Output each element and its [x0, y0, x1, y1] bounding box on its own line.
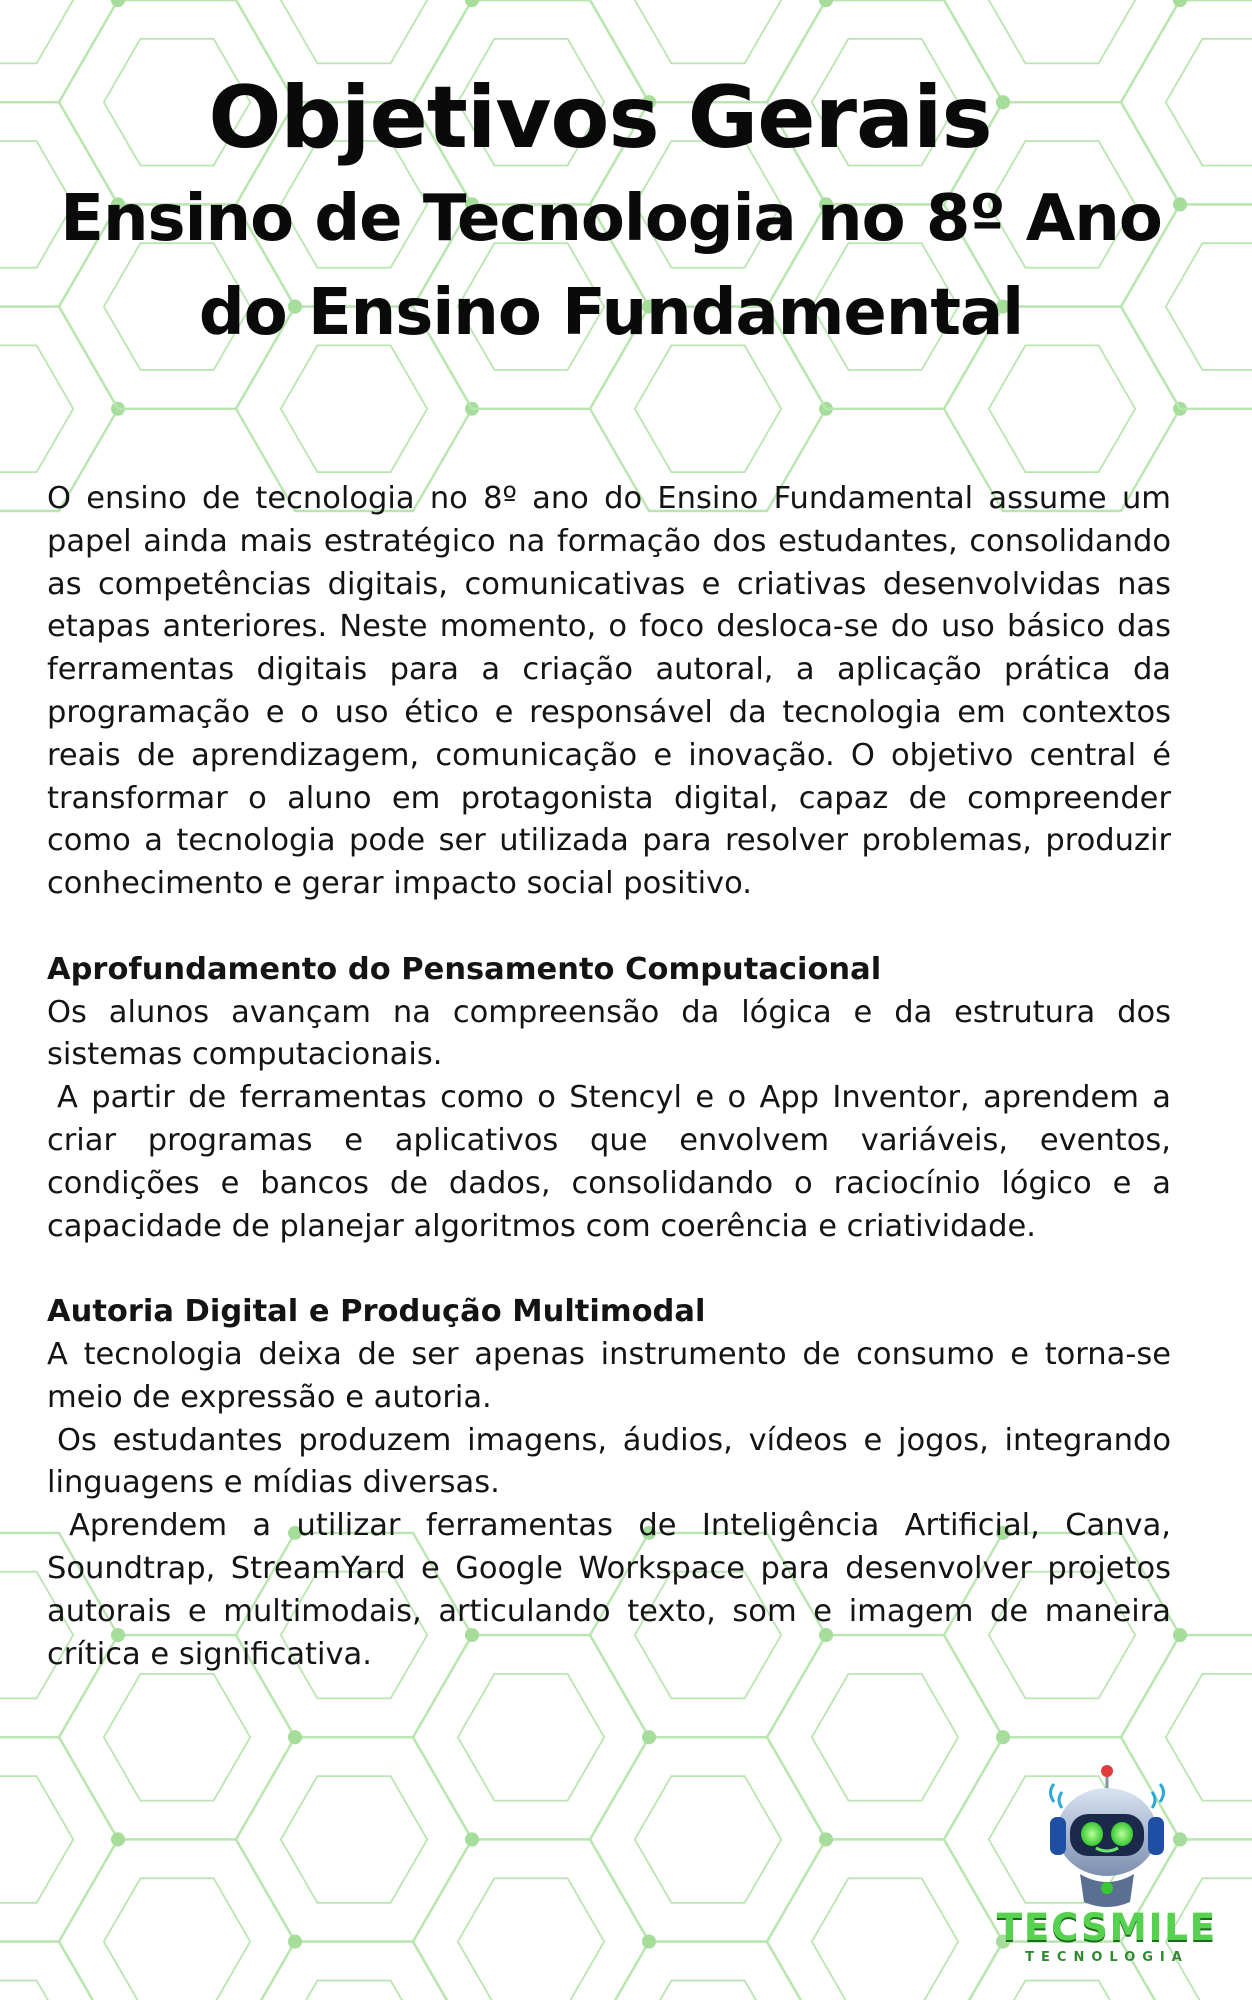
- network-node: [111, 1832, 125, 1846]
- hexagon-outline: [281, 1981, 427, 2000]
- page-subtitle-line-2: do Ensino Fundamental: [198, 276, 1024, 350]
- network-node: [819, 0, 833, 7]
- page-title: Objetivos Gerais: [208, 68, 992, 168]
- hexagon-outline: [812, 1674, 958, 1801]
- hexagon-outline: [0, 0, 73, 63]
- network-node: [642, 1935, 656, 1949]
- hexagon-outline: [281, 1776, 427, 1903]
- section-paragraph: Os estudantes produzem imagens, áudios, vídeos e jogos, integrando linguagens e mídias diversas.: [47, 1422, 1171, 1501]
- hexagon-outline: [0, 1942, 118, 2000]
- hexagon-outline: [0, 1981, 73, 2000]
- hexagon-outline: [812, 1878, 958, 2000]
- hexagon-outline: [281, 345, 427, 472]
- network-node: [819, 1832, 833, 1846]
- brand-logo: [992, 1762, 1222, 1967]
- hexagon-outline: [281, 0, 427, 63]
- page-subtitle-line-1: Ensino de Tecnologia no 8º Ano: [60, 182, 1162, 256]
- hexagon-outline: [767, 1839, 1003, 2000]
- hexagon-outline: [59, 1839, 295, 2000]
- network-node: [288, 1730, 302, 1744]
- hexagon-outline: [635, 1776, 781, 1903]
- brand-name: TECSMILE: [996, 1906, 1218, 1949]
- hexagon-outline: [989, 345, 1135, 472]
- hexagon-outline: [413, 1839, 649, 2000]
- hexagon-outline: [0, 1737, 118, 1941]
- network-node: [996, 1730, 1010, 1744]
- network-node: [465, 0, 479, 7]
- robot-mascot-icon: [992, 1762, 1222, 1912]
- hexagon-outline: [104, 1878, 250, 2000]
- hexagon-outline: [989, 1981, 1135, 2000]
- title-block: [0, 58, 1252, 360]
- network-node: [1173, 1628, 1187, 1642]
- section-paragraph: A tecnologia deixa de ser apenas instrumento de consumo e torna-se meio de expressão e autoria.: [47, 1336, 1171, 1415]
- hexagon-outline: [0, 1776, 73, 1903]
- network-node: [642, 1730, 656, 1744]
- hexagon-outline: [989, 0, 1135, 63]
- network-node: [465, 1832, 479, 1846]
- section-paragraph: A partir de ferramentas como o Stencyl e o App Inventor, aprendem a criar programas e aplicativos que envolvem variáveis, eventos, condições e bancos de dados, consolidando o raciocínio lógico e a capacidade de planejar algoritmos com coerência e criatividade.: [47, 1080, 1171, 1244]
- network-node: [111, 0, 125, 7]
- hexagon-outline: [458, 1674, 604, 1801]
- section-heading-digital-authorship: Autoria Digital e Produção Multimodal: [47, 1294, 706, 1330]
- hexagon-outline: [590, 1942, 826, 2000]
- intro-paragraph: O ensino de tecnologia no 8º ano do Ensino Fundamental assume um papel ainda mais estratégico na formação dos estudantes, consolidando as competências digitais, comunicativas e criativas desenvolvidas nas etapas anteriores. Neste momento, o foco desloca-se do uso básico das ferramentas digitais para a criação autoral, a aplicação prática da programação e o uso ético e responsável da tecnologia em contextos reais de aprendizagem, comunicação e inovação. O objetivo central é transformar o aluno em protagonista digital, capaz de compreender como a tecnologia pode ser utilizada para resolver problemas, produzir conhecimento e gerar impacto social positivo.: [47, 481, 1171, 902]
- hexagon-outline: [458, 1878, 604, 2000]
- hexagon-outline: [590, 1737, 826, 1941]
- hexagon-outline: [0, 345, 73, 472]
- network-node: [288, 1935, 302, 1949]
- network-node: [1173, 0, 1187, 7]
- brand-tagline: TECNOLOGIA: [1025, 1950, 1189, 1965]
- document-body: [47, 478, 1171, 1676]
- section-heading-computational-thinking: Aprofundamento do Pensamento Computacional: [47, 951, 882, 987]
- section-paragraph: Aprendem a utilizar ferramentas de Inteligência Artificial, Canva, Soundtrap, StreamYard e Google Workspace para desenvolver projetos autorais e multimodais, articulando texto, som e imagem de maneira crítica e significativa.: [47, 1508, 1171, 1672]
- hexagon-outline: [104, 1674, 250, 1801]
- hexagon-outline: [236, 1942, 472, 2000]
- hexagon-outline: [635, 0, 781, 63]
- hexagon-outline: [635, 1981, 781, 2000]
- section-paragraph: Os alunos avançam na compreensão da lógica e da estrutura dos sistemas computacionais.: [47, 994, 1171, 1073]
- hexagon-outline: [236, 1737, 472, 1941]
- hexagon-outline: [635, 345, 781, 472]
